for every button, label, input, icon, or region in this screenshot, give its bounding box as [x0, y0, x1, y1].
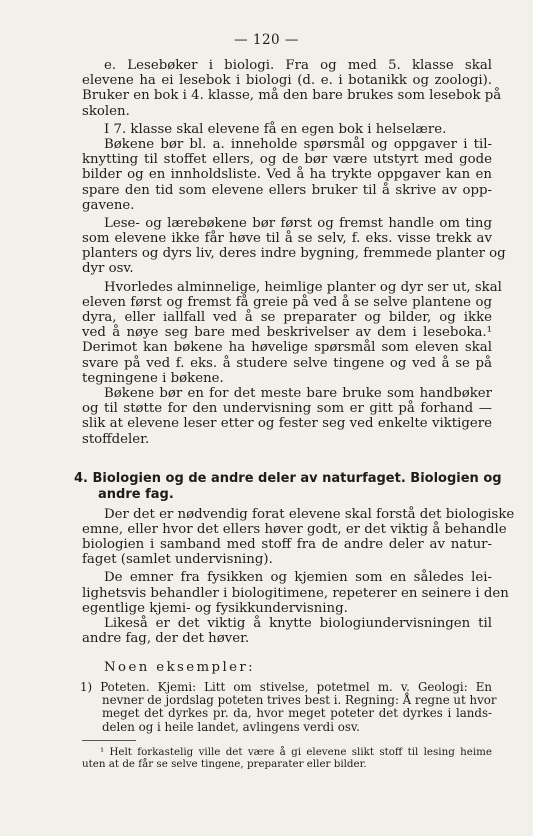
text-line: dyra, eller iallfall ved å se preparater og bilder, og ikke: [82, 310, 492, 325]
text-line: gavene.: [82, 197, 135, 213]
text-line: faget (samlet undervisning).: [82, 552, 273, 568]
text-line: Hvorledes alminnelige, heimlige planter og dyr ser ut, skal: [104, 279, 502, 295]
text-line: og til støtte for den undervisning som er gitt på forhand —: [82, 401, 492, 417]
example-line: nevner de jordslag poteten trives best i. Regning: Å regne ut hvor: [102, 692, 497, 707]
footnote-rule: [82, 740, 136, 741]
text-line: Bruker en bok i 4. klasse, må den bare brukes som lesebok på: [82, 88, 502, 104]
text-line: De emner fra fysikken og kjemien som en således lei-: [104, 570, 492, 586]
text-line: svare på ved f. eks. å studere selve tingene og ved å se på: [82, 355, 492, 371]
text-line: eleven først og fremst få greie på ved å se selve plantene og: [82, 294, 492, 310]
text-line: egentlige kjemi- og fysikkundervisning.: [82, 600, 348, 616]
text-line: Bøkene bør bl. a. inneholde spørsmål og oppgaver i til-: [104, 136, 492, 152]
text-line: Likeså er det viktig å knytte biologiundervisningen til: [104, 616, 492, 631]
text-line: stoffdeler.: [82, 431, 150, 447]
text-line: som elevene ikke får høve til å se selv, f. eks. visse trekk av: [82, 231, 492, 247]
text-line: Derimot kan bøkene ha høvelige spørsmål som eleven skal: [82, 340, 492, 356]
text-line: planters og dyrs liv, deres indre bygning, fremmede planter og: [82, 246, 506, 262]
text-line: skolen.: [82, 103, 130, 119]
text-line: Bøkene bør en for det meste bare bruke som handbøker: [104, 385, 492, 401]
text-line: Lese- og lærebøkene bør først og fremst handle om ting: [104, 215, 492, 231]
section-heading: andre fag.: [98, 486, 174, 502]
text-line: Der det er nødvendig forat elevene skal forstå det biologiske: [104, 506, 515, 522]
text-line: knytting til stoffet ellers, og de bør være utstyrt med gode: [82, 152, 492, 168]
page-body: [74, 58, 515, 771]
text-line: bilder og en innholdsliste. Ved å ha trykte oppgaver kan en: [82, 167, 492, 183]
example-line: delen og i heile landet, avlingens verdi osv.: [102, 719, 360, 734]
example-line: 1) Poteten. Kjemi: Litt om stivelse, potetmel m. v. Geologi: En: [80, 679, 492, 694]
text-line: emne, eller hvor det ellers høver godt, er det viktig å behandle: [82, 521, 507, 537]
page-number: — 120 —: [234, 32, 299, 48]
text-line: lighetsvis behandler i biologitimene, repeterer en seinere i den: [82, 585, 509, 601]
text-line: tegningene i bøkene.: [82, 370, 224, 386]
text-line: ved å nøye seg bare med beskrivelser av dem i leseboka.¹: [82, 325, 492, 341]
section-heading-lesebøker: e. Lesebøker i biologi. Fra og med 5. klasse skal: [104, 58, 492, 73]
examples-heading: Noen eksempler:: [104, 660, 255, 676]
text-line: slik at elevene leser etter og fester seg ved enkelte viktigere: [82, 416, 492, 432]
text-line: I 7. klasse skal elevene få en egen bok i helselære.: [104, 121, 447, 137]
text-line: andre fag, der det høver.: [82, 631, 250, 647]
example-line: meget det dyrkes pr. da, hvor meget poteter det dyrkes i lands-: [102, 706, 492, 721]
section-heading: 4. Biologien og de andre deler av naturfaget. Biologien og: [74, 470, 502, 486]
footnote-line: ¹ Helt forkastelig ville det være å gi elevene slikt stoff til lesing heime: [100, 746, 492, 759]
text-line: elevene ha ei lesebok i biologi (d. e. i botanikk og zoologi).: [82, 73, 492, 89]
text-line: dyr osv.: [82, 261, 134, 277]
text-line: biologien i samband med stoff fra de andre deler av natur-: [82, 537, 492, 553]
text-line: spare den tid som elevene ellers bruker til å skrive av opp-: [82, 182, 492, 198]
footnote-line: uten at de får se selve tingene, preparater eller bilder.: [82, 757, 367, 770]
